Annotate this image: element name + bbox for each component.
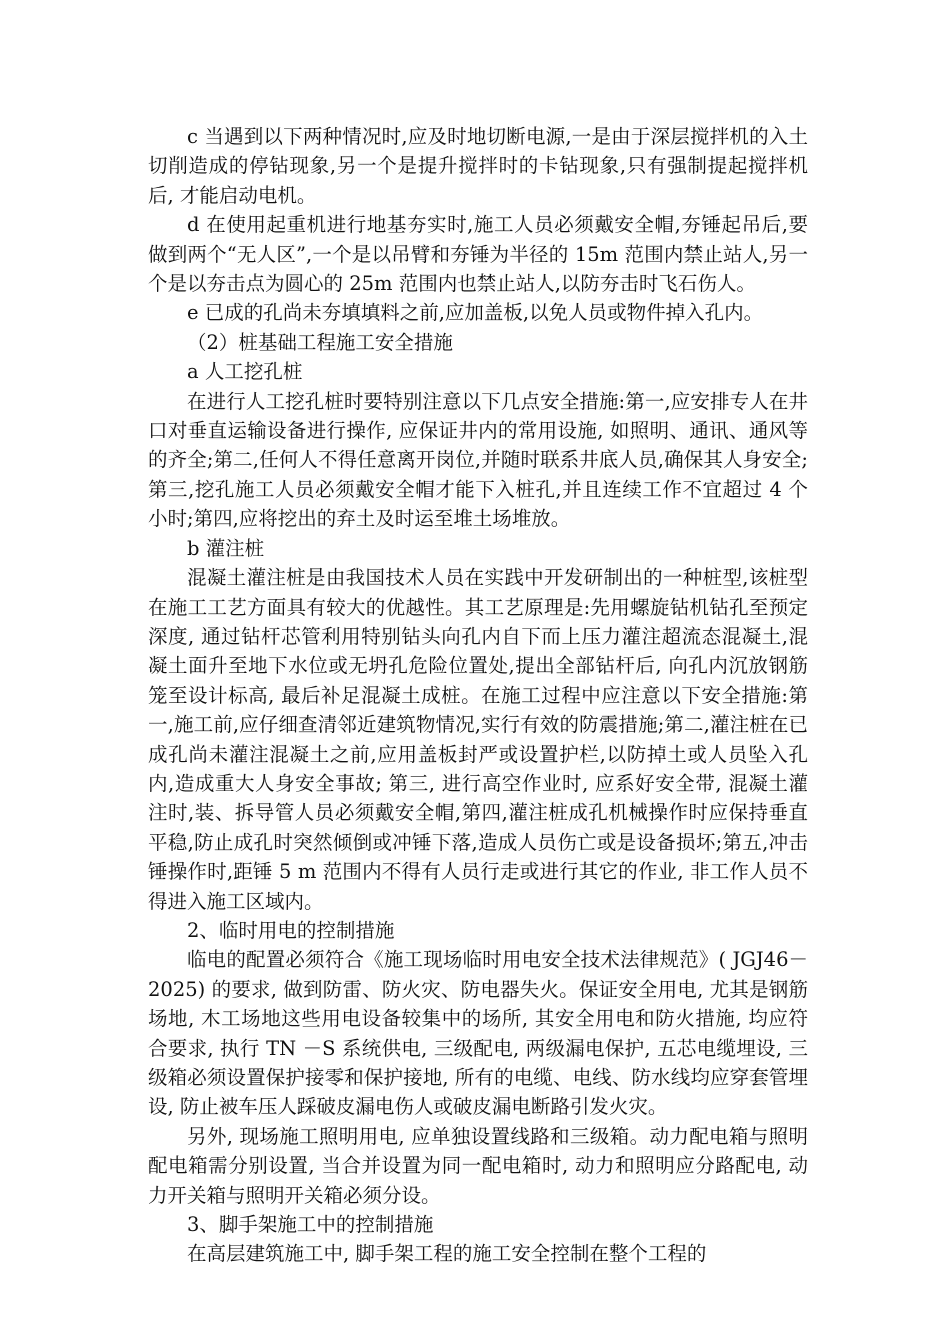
subheading-cast-in-place-pile: b 灌注桩: [187, 536, 265, 560]
paragraph-d-crane-compaction: d 在使用起重机进行地基夯实时,施工人员必须戴安全帽,夯锤起吊后,要做到两个“无人区”,一个是以吊臂和夯锤为半径的 15m 范围内禁止站人,另一个是以夯击点为圆心的 25m 范围内也禁止站人,以防夯击时飞石伤人。: [148, 213, 808, 296]
paragraph-scaffolding: 在高层建筑施工中, 脚手架工程的施工安全控制在整个工程的: [187, 1242, 707, 1266]
section-heading-scaffolding: 3、脚手架施工中的控制措施: [187, 1213, 434, 1237]
paragraph-manual-dug-pile: 在进行人工挖孔桩时要特别注意以下几点安全措施:第一,应安排专人在井口对垂直运输设备进行操作, 应保证井内的常用设施, 如照明、通讯、通风等的齐全;第二,任何人不得任意离开岗位,并随时联系井底人员,确保其人身安全;第三,挖孔施工人员必须戴安全帽才能下入桩孔,并且连续工作不宜超过 4 个小时;第四,应将挖出的弃土及时运至堆土场堆放。: [148, 389, 808, 531]
subheading-manual-dug-pile: a 人工挖孔桩: [187, 360, 303, 384]
paragraph-e-cover-holes: e 已成的孔尚未夯填填料之前,应加盖板,以免人员或物件掉入孔内。: [187, 301, 764, 325]
paragraph-temporary-power: 临电的配置必须符合《施工现场临时用电安全技术法律规范》( JGJ46－2025) 的要求, 做到防雷、防火灾、防电器失火。保证安全用电, 尤其是钢筋场地, 木工场地这些用电设备较集中的场所, 其安全用电和防火措施, 均应符合要求, 执行 TN －S 系统供电, 三级配电, 两级漏电保护, 五芯电缆埋设, 三级箱必须设置保护接零和保护接地, 所有的电缆、电线、防水线均应穿套管埋设, 防止被车压人踩破皮漏电伤人或破皮漏电断路引发火灾。: [148, 948, 808, 1119]
section-heading-pile-foundation: （2）桩基础工程施工安全措施: [187, 330, 453, 354]
paragraph-cast-in-place-pile: 混凝土灌注桩是由我国技术人员在实践中开发研制出的一种桩型,该桩型在施工工艺方面具有较大的优越性。其工艺原理是:先用螺旋钻机钻孔至预定深度, 通过钻杆芯管利用特别钻头向孔内自下而上压力灌注超流态混凝土,混凝土面升至地下水位或无坍孔危险位置处,提出全部钻杆后, 向孔内沉放钢筋笼至设计标高, 最后补足混凝土成桩。在施工过程中应注意以下安全措施:第一,施工前,应仔细查清邻近建筑物情况,实行有效的防震措施;第二,灌注桩在已成孔尚未灌注混凝土之前,应用盖板封严或设置护栏,以防掉土或人员坠入孔内,造成重大人身安全事故; 第三, 进行高空作业时, 应系好安全带, 混凝土灌注时,装、拆导管人员必须戴安全帽,第四,灌注桩成孔机械操作时应保持垂直平稳,防止成孔时突然倾倒或冲锤下落,造成人员伤亡或是设备损坏;第五,冲击锤操作时,距锤 5 m 范围内不得有人员行走或进行其它的作业, 非工作人员不得进入施工区域内。: [148, 566, 808, 913]
paragraph-lighting-power: 另外, 现场施工照明用电, 应单独设置线路和三级箱。动力配电箱与照明配电箱需分别设置, 当合并设置为同一配电箱时, 动力和照明应分路配电, 动力开关箱与照明开关箱必须分设。: [148, 1124, 808, 1207]
paragraph-c-power-cutoff: c 当遇到以下两种情况时,应及时地切断电源,一是由于深层搅拌机的入土切削造成的停钻现象,另一个是提升搅拌时的卡钻现象,只有强制提起搅拌机后, 才能启动电机。: [148, 125, 808, 207]
document-body: [148, 122, 808, 1269]
section-heading-temporary-power: 2、临时用电的控制措施: [187, 918, 395, 942]
